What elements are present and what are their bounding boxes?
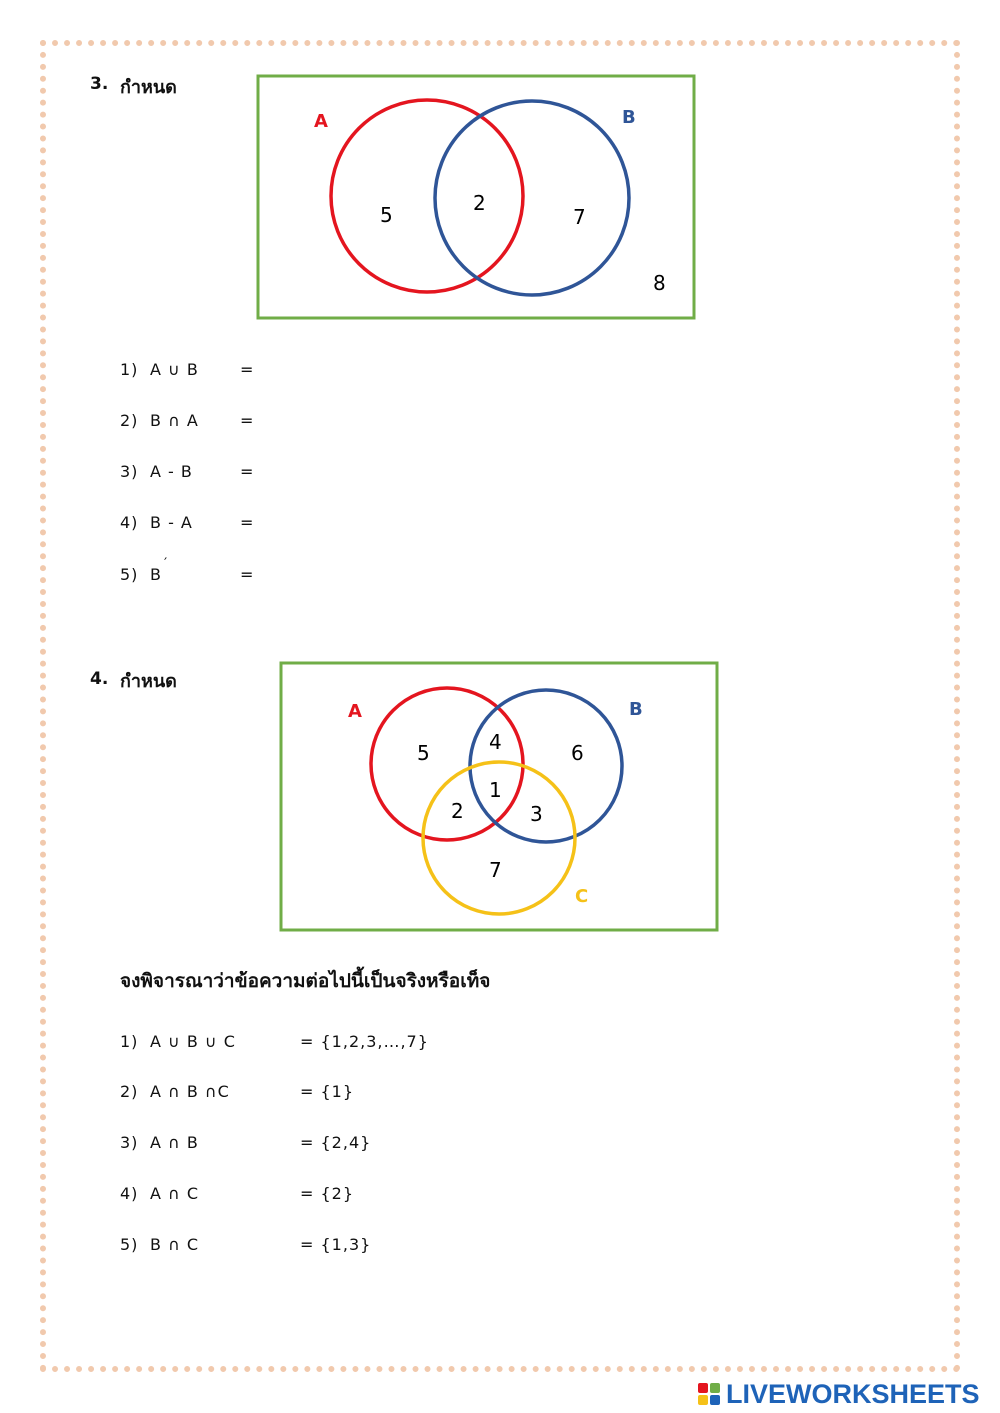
instruction-text: จงพิจารณาว่าข้อความต่อไปนี้เป็นจริงหรือเท็จ: [120, 970, 491, 992]
item-equals: =: [240, 411, 255, 430]
item-equals: =: [240, 565, 255, 584]
region-a-b-c: 1: [489, 778, 502, 802]
circle-b: [470, 690, 622, 842]
item-equals: =: [240, 360, 255, 379]
circle-a: [371, 688, 523, 840]
item-expression: A ∩ B ∩C: [150, 1082, 230, 1101]
question-3-label: กำหนด: [120, 77, 177, 98]
item-expression: A - B: [150, 462, 193, 481]
circle-a: [331, 100, 523, 292]
q3-item-4: [120, 513, 254, 532]
region-only-a: 5: [417, 741, 430, 765]
item-expression: A ∪ B: [150, 360, 199, 379]
liveworksheets-logo[interactable]: [698, 1378, 980, 1410]
item-number: 2): [120, 1082, 139, 1101]
region-only-c: 7: [489, 858, 502, 882]
q4-item-5: [120, 1235, 371, 1254]
q3-item-3: [120, 462, 254, 481]
item-number: 1): [120, 1032, 139, 1051]
item-expression: B ∩ A: [150, 411, 199, 430]
item-equals: = {1,2,3,…,7}: [300, 1032, 429, 1051]
q4-item-1: [120, 1032, 429, 1051]
region-a-b: 4: [489, 730, 502, 754]
item-expression: B: [150, 565, 162, 584]
region-a-and-b: 2: [473, 191, 486, 215]
item-number: 5): [120, 565, 139, 584]
item-expression: B - A: [150, 513, 193, 532]
q3-item-2: [120, 411, 254, 430]
q4-item-3: [120, 1133, 371, 1152]
venn-diagram-q4: [275, 656, 725, 936]
q3-item-5: [120, 556, 255, 584]
item-expression: A ∩ B: [150, 1133, 199, 1152]
question-4-number: 4.: [90, 669, 109, 689]
item-number: 1): [120, 360, 139, 379]
item-number: 4): [120, 513, 139, 532]
item-equals: =: [240, 462, 255, 481]
prime-mark: ′: [163, 556, 169, 572]
region-outside: 8: [653, 271, 666, 295]
set-a-label: A: [314, 111, 328, 132]
item-equals: = {2}: [300, 1184, 355, 1203]
item-expression: A ∩ C: [150, 1184, 199, 1203]
item-number: 5): [120, 1235, 139, 1254]
region-only-a: 5: [380, 203, 393, 227]
venn-diagram-q3: [250, 70, 700, 326]
logo-text: LIVEWORKSHEETS: [726, 1378, 980, 1409]
item-equals: = {1}: [300, 1082, 355, 1101]
item-equals: = {1,3}: [300, 1235, 372, 1254]
q4-item-2: [120, 1082, 354, 1101]
q3-item-1: [120, 360, 254, 379]
logo-tiles-icon: [698, 1383, 720, 1405]
question-4-label: กำหนด: [120, 671, 177, 692]
region-a-c: 2: [451, 799, 464, 823]
item-number: 2): [120, 411, 139, 430]
set-b-label: B: [622, 107, 636, 128]
region-only-b: 6: [571, 741, 584, 765]
item-equals: = {2,4}: [300, 1133, 372, 1152]
q4-item-4: [120, 1184, 354, 1203]
circle-b: [435, 101, 629, 295]
item-expression: A ∪ B ∪ C: [150, 1032, 236, 1051]
item-number: 4): [120, 1184, 139, 1203]
set-c-label: C: [575, 886, 589, 907]
item-equals: =: [240, 513, 255, 532]
item-expression: B ∩ C: [150, 1235, 200, 1254]
item-number: 3): [120, 462, 139, 481]
question-3-number: 3.: [90, 74, 109, 94]
set-b-label: B: [629, 699, 643, 720]
set-a-label: A: [348, 701, 362, 722]
region-b-c: 3: [530, 802, 543, 826]
item-number: 3): [120, 1133, 139, 1152]
region-only-b: 7: [573, 205, 586, 229]
